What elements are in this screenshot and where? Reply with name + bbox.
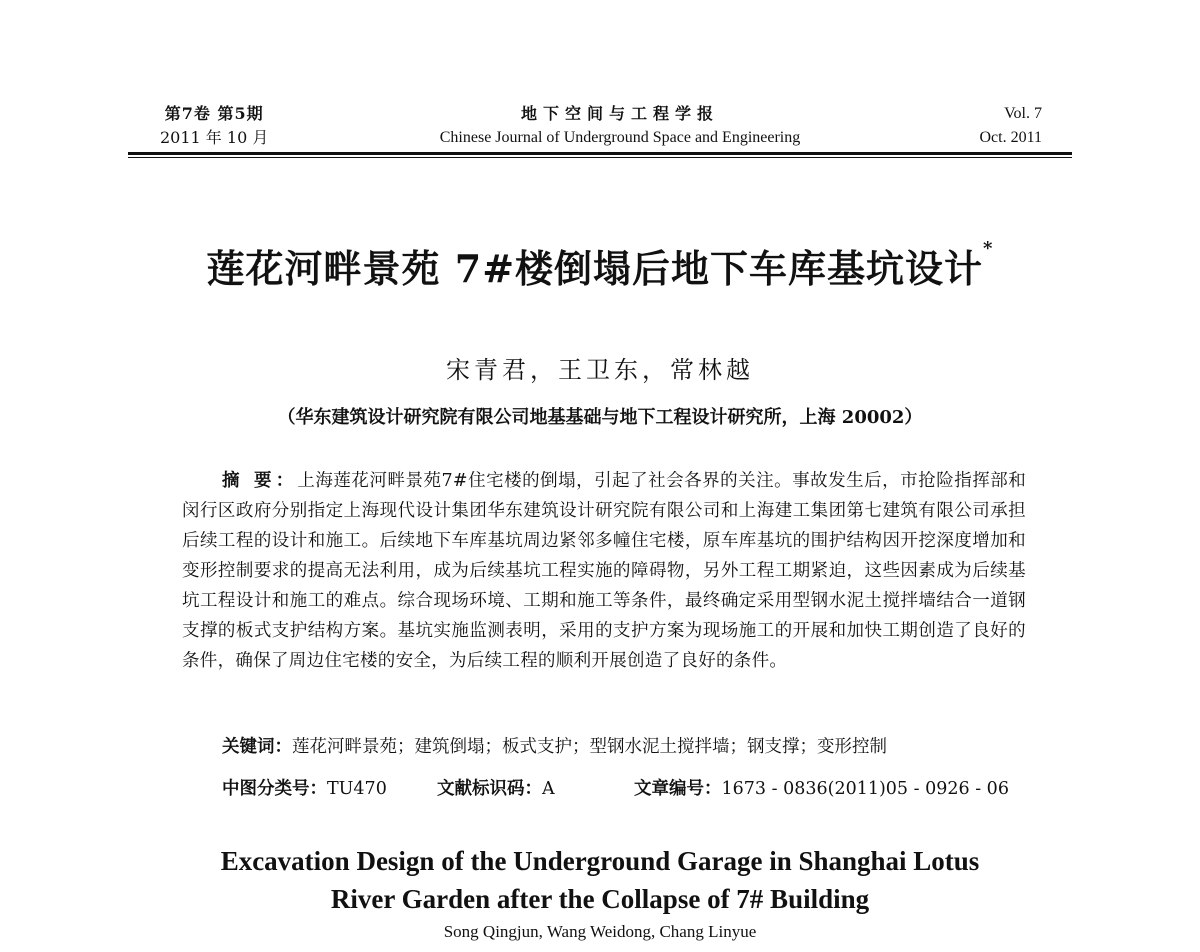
article-no-value: 1673 - 0836(2011)05 - 0926 - 06 xyxy=(721,779,1009,799)
volume-issue: 第7卷 第5期 xyxy=(164,104,264,123)
english-title-line1: Excavation Design of the Underground Garage in Shanghai Lotus xyxy=(220,846,980,876)
abstract-label: 摘 要： xyxy=(222,471,298,491)
paper-title-text: 莲花河畔景苑 7#楼倒塌后地下车库基坑设计 xyxy=(206,246,984,291)
clc-label: 中图分类号： xyxy=(222,779,327,799)
header-rule-thin xyxy=(128,157,1072,158)
header-rule-thick xyxy=(128,152,1072,155)
english-authors: Song Qingjun, Wang Weidong, Chang Linyue xyxy=(443,922,757,941)
doc-code-label: 文献标识码： xyxy=(437,779,542,799)
english-title xyxy=(0,842,1200,918)
journal-name-en: Chinese Journal of Underground Space and Engineering xyxy=(439,129,801,146)
keywords-text: 莲花河畔景苑；建筑倒塌；板式支护；型钢水泥土搅拌墙；钢支撑；变形控制 xyxy=(292,737,887,757)
classification-line xyxy=(222,777,1042,801)
abstract-text: 上海莲花河畔景苑7#住宅楼的倒塌，引起了社会各界的关注。事故发生后，市抢险指挥部和闵行区政府分别指定上海现代设计集团华东建筑设计研究院有限公司和上海建工集团第七建筑有限公司承担后续工程的设计和施工。后续地下车库基坑周边紧邻多幢住宅楼，原车库基坑的围护结构因开挖深度增加和变形控制要求的提高无法利用，成为后续基坑工程实施的障碍物，另外工程工期紧迫，这些因素成为后续基坑工程设计和施工的难点。综合现场环境、工期和施工等条件，最终确定采用型钢水泥土搅拌墙结合一道钢支撑的板式支护结构方案。基坑实施监测表明，采用的支护方案为现场施工的开展和加快工期创造了良好的条件，确保了周边住宅楼的安全，为后续工程的顺利开展创造了良好的条件。 xyxy=(182,471,1027,671)
article-no-label: 文章编号： xyxy=(634,779,722,799)
author-list: 宋青君，王卫东，常林越 xyxy=(446,356,754,384)
running-header-center xyxy=(360,102,880,150)
clc-value: TU470 xyxy=(327,779,387,799)
volume-en: Vol. 7 xyxy=(1004,105,1042,122)
english-title-line2: River Garden after the Collapse of 7# Building xyxy=(330,884,870,914)
title-footnote-mark: * xyxy=(983,238,994,259)
journal-name-cn: 地下空间与工程学报 xyxy=(520,104,719,123)
running-header-left xyxy=(160,102,268,150)
running-header-right xyxy=(979,102,1042,150)
abstract xyxy=(182,466,1026,676)
affiliation: （华东建筑设计研究院有限公司地基基础与地下工程设计研究所，上海 20002） xyxy=(277,407,923,428)
paper-title xyxy=(0,238,1200,293)
issue-date-cn: 2011 年 10 月 xyxy=(160,128,269,147)
keywords xyxy=(222,735,1042,759)
issue-date-en: Oct. 2011 xyxy=(979,129,1042,146)
keywords-label: 关键词： xyxy=(222,737,292,757)
doc-code-value: A xyxy=(542,779,555,799)
